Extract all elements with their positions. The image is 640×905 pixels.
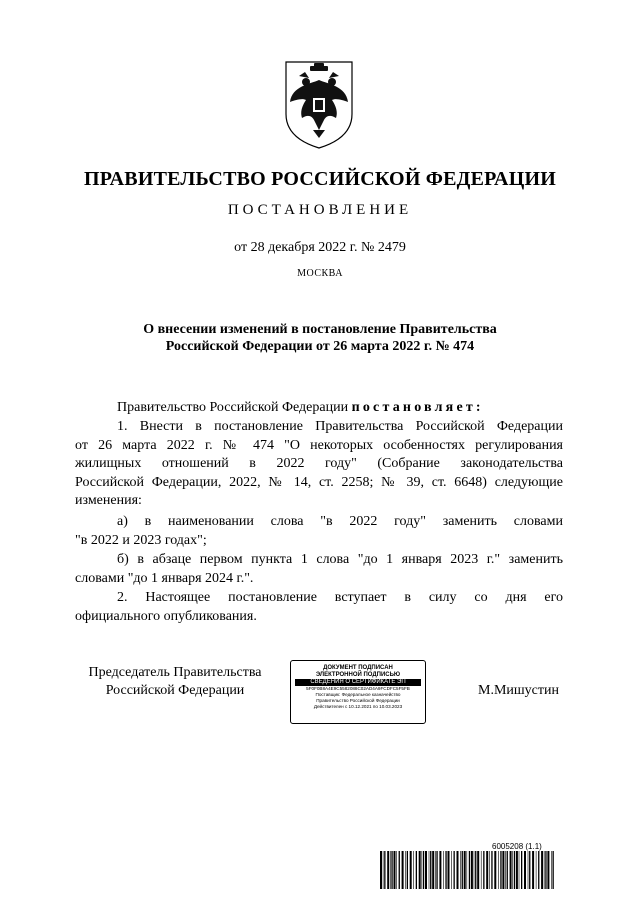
paragraph-1-line: жилищных отношений в 2022 году" (Собрание законодательства — [75, 456, 563, 471]
paragraph-1-line: от 26 марта 2022 г. № 474 "О некоторых особенностях регулирования — [75, 438, 563, 453]
subparagraph-a-line: "в 2022 и 2023 годах"; — [75, 533, 207, 548]
intro-paragraph — [75, 399, 563, 418]
subparagraph-a-line: а) в наименовании слова "в 2022 году" заменить словами — [117, 514, 563, 529]
electronic-signature-stamp — [290, 660, 426, 724]
stamp-owner-line-1: Поставщик: Федеральное казначейство — [315, 692, 401, 697]
barcode-image — [380, 851, 555, 889]
intro-spaced-verb: постановляет: — [351, 400, 484, 415]
stamp-line-2: ЭЛЕКТРОННОЙ ПОДПИСЬЮ — [315, 671, 401, 678]
subparagraph-b-line: словами "до 1 января 2024 г.". — [75, 571, 254, 586]
subject-line-1: О внесении изменений в постановление Правительства — [143, 322, 497, 337]
stamp-validity: Действителен с 10.12.2021 по 10.03.2023 — [313, 704, 403, 709]
document-city: МОСКВА — [297, 268, 343, 279]
subparagraph-b-line: б) в абзаце первом пункта 1 слова "до 1 января 2023 г." заменить — [117, 552, 563, 567]
coat-of-arms-emblem — [280, 58, 358, 150]
document-type: ПОСТАНОВЛЕНИЕ — [227, 202, 413, 218]
stamp-certificate-header: СВЕДЕНИЯ О СЕРТИФИКАТЕ ЭП — [295, 679, 421, 686]
stamp-line-1: ДОКУМЕНТ ПОДПИСАН — [323, 665, 393, 671]
paragraph-1-line: 1. Внести в постановление Правительства Российской Федерации — [117, 419, 563, 434]
signatory-position-line-1: Председатель Правительства — [88, 665, 262, 680]
paragraph-1-line: Российской Федерации, 2022, № 14, ст. 2258; № 39, ст. 6648) следующие — [75, 475, 563, 490]
paragraph-1-line: изменения: — [75, 493, 142, 508]
signatory-name: М.Мишустин — [478, 683, 559, 698]
intro-text: Правительство Российской Федерации — [117, 400, 349, 415]
government-title: ПРАВИТЕЛЬСТВО РОССИЙСКОЙ ФЕДЕРАЦИИ — [84, 168, 556, 190]
stamp-serial: 5F0F0B8A4E9C5582088C02AD4A9FCDFC5F5FB — [306, 686, 410, 691]
document-date-number: от 28 декабря 2022 г. № 2479 — [234, 240, 406, 255]
barcode-label: 6005208 (1.1) — [492, 842, 542, 851]
paragraph-2-line: 2. Настоящее постановление вступает в силу со дня его — [117, 590, 563, 605]
signatory-position — [75, 664, 275, 700]
paragraph-2-line: официального опубликования. — [75, 609, 257, 624]
stamp-owner-line-2: Правительство Российской Федерации — [316, 698, 400, 703]
signatory-position-line-2: Российской Федерации — [105, 683, 245, 698]
subject-line-2: Российской Федерации от 26 марта 2022 г. № 474 — [165, 339, 475, 354]
